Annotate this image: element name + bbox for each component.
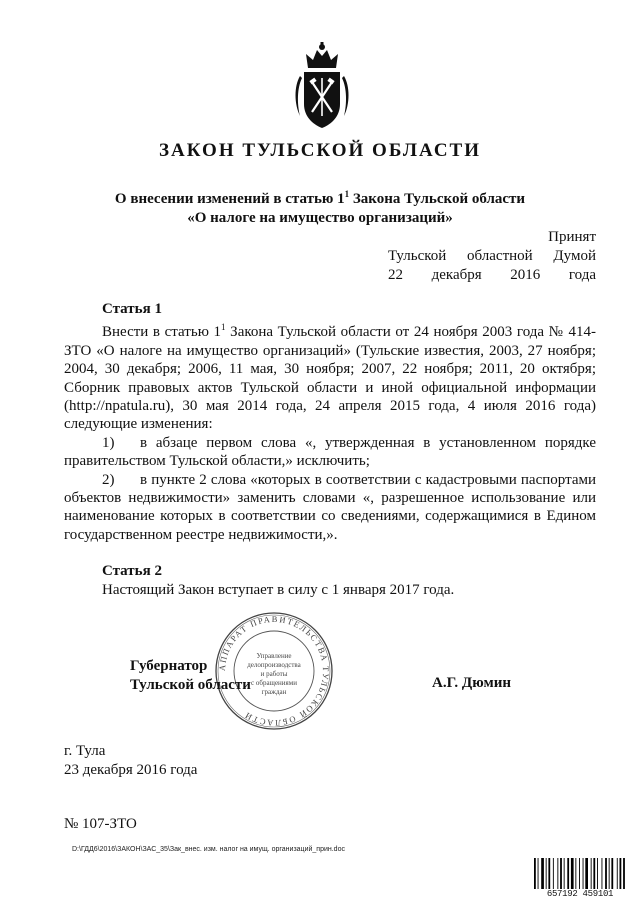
place: г. Тула (64, 743, 106, 759)
svg-text:и работы: и работы (260, 670, 288, 678)
adoption-block (388, 228, 596, 285)
article-1-item-1: 1) в абзаце первом слова «, утвержденная в установленном порядке правительством Тульской области,» исключить; (64, 434, 596, 470)
article-1-intro: Внести в статью $1^1$ Закона Тульской области от 24 ноября 2003 года № 414-ЗТО «О налоге на имущество организаций» (Тульские известия, 2003, 27 ноября; 2004, 30 декабря; 2006, 11 мая, 30 ноября; 2007, 22 ноября; 2011, 20 октября; Сборник правовых актов Тульской области и иной официальной информации (http://npatula.ru), 30 мая 2014 года, 24 апреля 2015 года, 4 июля 2016 года) следующие изменения: (64, 322, 596, 433)
law-number: № 107-ЗТО (64, 816, 137, 832)
svg-text:АППАРАТ ПРАВИТЕЛЬСТВА ТУЛЬСКОЙ: АППАРАТ ПРАВИТЕЛЬСТВА ТУЛЬСКОЙ ОБЛАСТИ (216, 613, 332, 729)
article-2-heading: Статья 2 (102, 563, 162, 580)
svg-text:Управление: Управление (256, 652, 292, 660)
document-subtitle: О внесении изменений в статью $1^1$ Закона Тульской области «О налоге на имущество организаций» (114, 189, 526, 226)
adopted-label: Принят (548, 229, 596, 245)
signatory-name: А.Г. Дюмин (432, 675, 512, 691)
adopted-by: Тульской областной Думой (388, 248, 596, 264)
signing-date: 23 декабря 2016 года (64, 762, 198, 778)
file-path: D:\ГДД6\2016\ЗАКОН\ЗАС_35\Зак_внес. изм. налог на имущ. организаций_прин.doc (72, 846, 345, 853)
svg-text:граждан: граждан (261, 688, 287, 696)
signatory-position: Губернатор Тульской области (130, 658, 251, 693)
article-1-item-2: 2) в пункте 2 слова «которых в соответствии с кадастровыми паспортами объектов недвижимости» заменить словами «, разрешенное использование или наименование которых в соответствии со сведениями, содержащимися в Едином государственном реестре недвижимости,». (64, 471, 596, 543)
article-2-text: Настоящий Закон вступает в силу с 1 января 2017 года. (102, 581, 455, 598)
law-body (64, 300, 596, 599)
article-1-heading: Статья 1 (102, 301, 162, 317)
barcode-number: 657192 459101 (534, 889, 626, 899)
coat-of-arms-emblem-icon (294, 42, 350, 130)
document-title: ЗАКОН ТУЛЬСКОЙ ОБЛАСТИ (158, 140, 482, 161)
svg-text:с обращениями: с обращениями (251, 679, 297, 687)
adopted-date: 22 декабря 2016 года (388, 267, 596, 283)
place-and-date (64, 742, 197, 780)
svg-text:делопроизводства: делопроизводства (247, 661, 301, 669)
